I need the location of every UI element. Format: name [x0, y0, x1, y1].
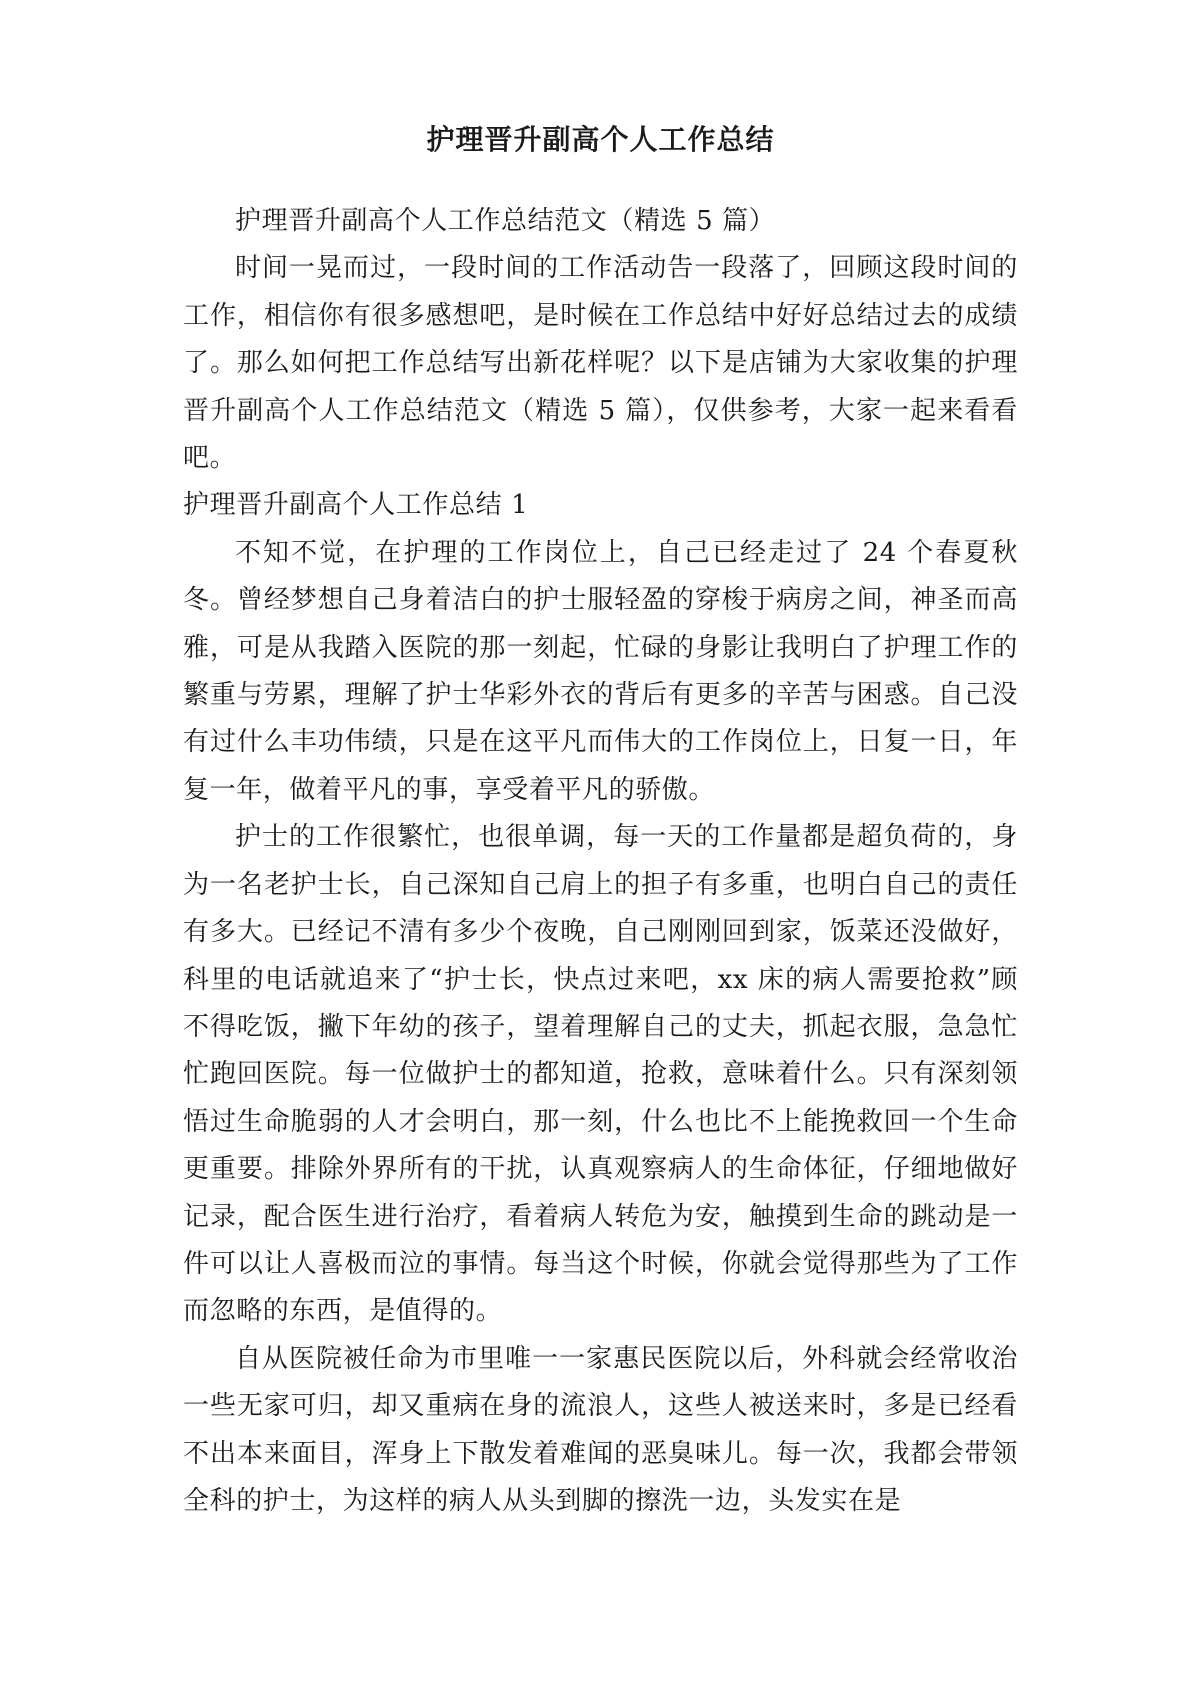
body-paragraph-3: 自从医院被任命为市里唯一一家惠民医院以后，外科就会经常收治一些无家可归，却又重病在身的流浪人，这些人被送来时，多是已经看不出本来面目，浑身上下散发着难闻的恶臭味儿。每一次，我都会带领全科的护士，为这样的病人从头到脚的擦洗一边，头发实在是	[183, 1343, 1018, 1516]
document-title: 护理晋升副高个人工作总结	[426, 123, 775, 156]
section-heading: 护理晋升副高个人工作总结 1	[183, 490, 529, 521]
intro-paragraph: 时间一晃而过，一段时间的工作活动告一段落了，回顾这段时间的工作，相信你有很多感想吧，是时候在工作总结中好好总结过去的成绩了。那么如何把工作总结写出新花样呢？以下是店铺为大家收集的护理晋升副高个人工作总结范文（精选 5 篇），仅供参考，大家一起来看看吧。	[183, 253, 1018, 474]
document-page	[183, 120, 1018, 1525]
body-paragraph-2: 护士的工作很繁忙，也很单调，每一天的工作量都是超负荷的，身为一名老护士长，自己深知自己肩上的担子有多重，也明白自己的责任有多大。已经记不清有多少个夜晚，自己刚刚回到家，饭菜还没做好，科里的电话就追来了“护士长，快点过来吧，xx 床的病人需要抢救”顾不得吃饭，撇下年幼的孩子，望着理解自己的丈夫，抓起衣服，急急忙忙跑回医院。每一位做护士的都知道，抢救，意味着什么。只有深刻领悟过生命脆弱的人才会明白，那一刻，什么也比不上能挽救回一个生命更重要。排除外界所有的干扰，认真观察病人的生命体征，仔细地做好记录，配合医生进行治疗，看着病人转危为安，触摸到生命的跳动是一件可以让人喜极而泣的事情。每当这个时候，你就会觉得那些为了工作而忽略的东西，是值得的。	[183, 822, 1018, 1327]
intro-title: 护理晋升副高个人工作总结范文（精选 5 篇）	[235, 206, 776, 236]
body-paragraph-1: 不知不觉，在护理的工作岗位上，自己已经走过了 24 个春夏秋冬。曾经梦想自己身着洁白的护士服轻盈的穿梭于病房之间，神圣而高雅，可是从我踏入医院的那一刻起，忙碌的身影让我明白了护理工作的繁重与劳累，理解了护士华彩外衣的背后有更多的辛苦与困惑。自己没有过什么丰功伟绩，只是在这平凡而伟大的工作岗位上，日复一日，年复一年，做着平凡的事，享受着平凡的骄傲。	[183, 537, 1018, 805]
